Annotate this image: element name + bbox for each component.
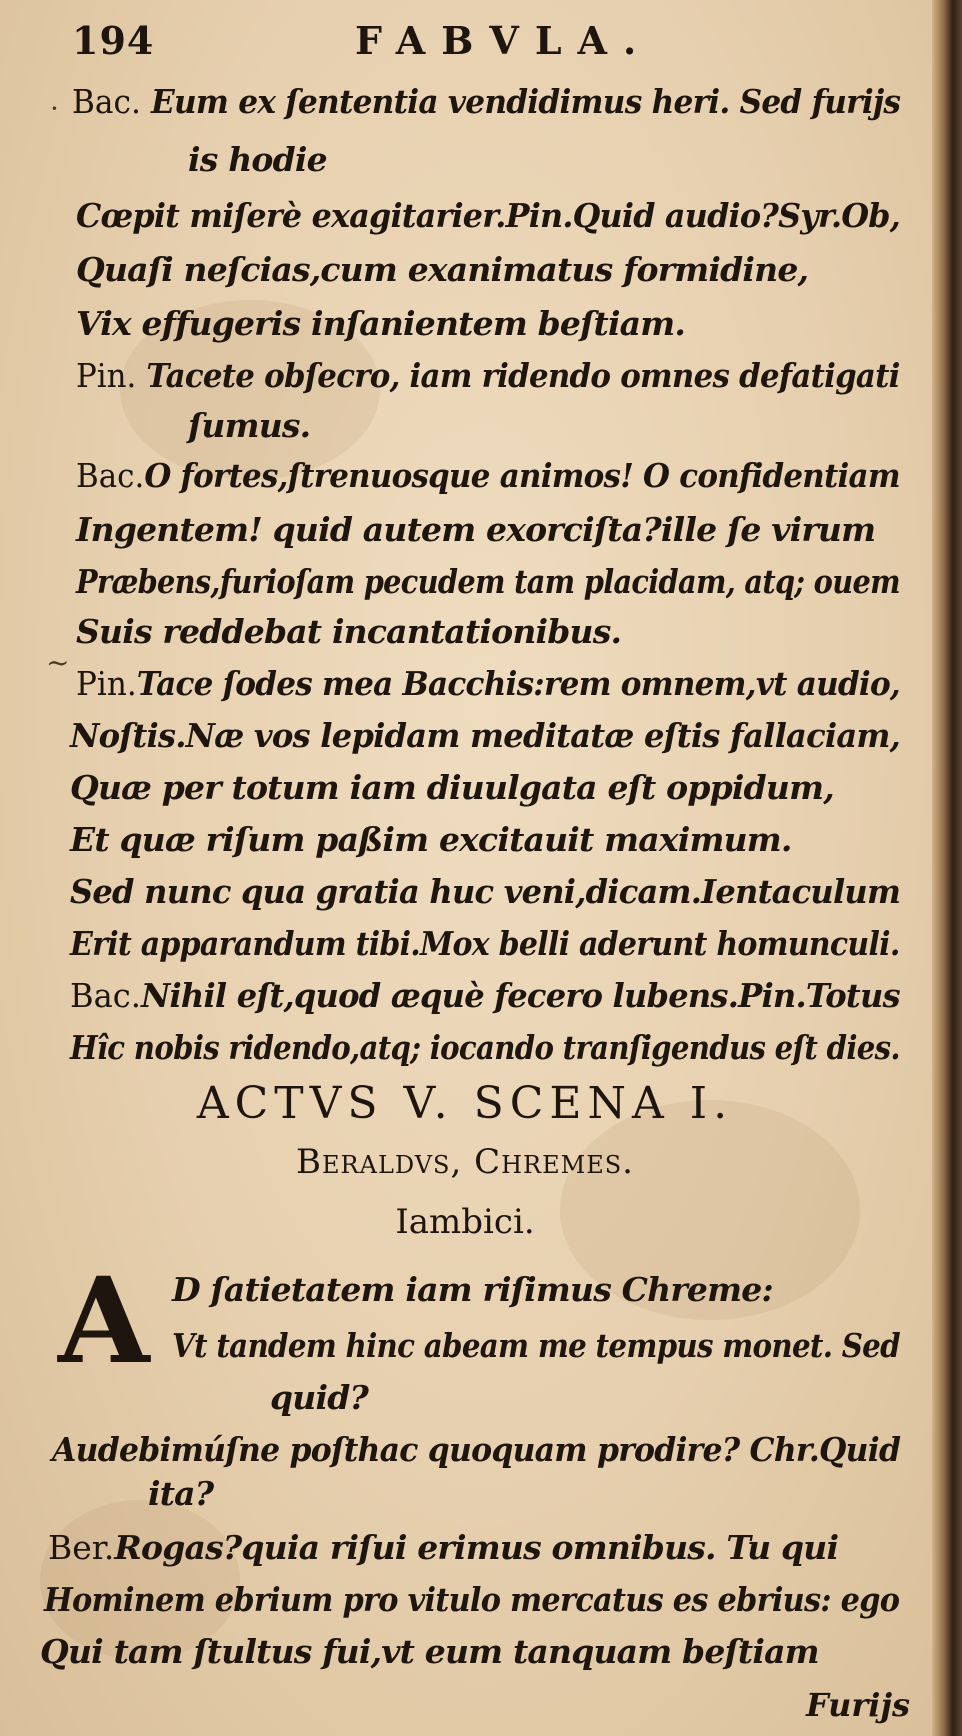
line-text: ita?: [148, 1474, 214, 1513]
verse-line: [70, 768, 834, 807]
line-text: Hominem ebrium pro vitulo mercatus es ebrius: ego: [44, 1580, 900, 1619]
margin-mark: ~: [46, 646, 70, 679]
verse-line: [40, 1632, 819, 1671]
speaker-label: Bac.: [72, 82, 141, 121]
margin-mark: ·: [50, 92, 59, 125]
line-text: Et quæ riſum paßim excitauit maximum.: [70, 820, 792, 859]
verse-line: [70, 820, 792, 859]
line-text: Cœpit miſerè exagitarier.Pin.Quid audio?Syr.Ob,: [76, 196, 901, 235]
line-text: Audebimúſne poſthac quoquam prodire? Chr.Quid: [52, 1430, 901, 1469]
page-header: [0, 14, 930, 64]
verse-line: [76, 356, 900, 395]
verse-line: [188, 140, 327, 179]
speaker-label: Bac.: [70, 976, 141, 1015]
verse-line: [70, 924, 900, 963]
verse-line: [70, 872, 900, 911]
line-text: Qui tam ſtultus fui,vt eum tanquam beſtiam: [40, 1632, 819, 1671]
verse-line: [270, 1378, 368, 1417]
verse-line: [70, 716, 900, 755]
line-text: Noſtis.Næ vos lepidam meditatæ eſtis fallaciam,: [70, 716, 901, 755]
line-text: Vt tandem hinc abeam me tempus monet. Sed: [172, 1326, 900, 1365]
verse-line: [72, 82, 900, 121]
line-text: Præbens,furioſam pecudem tam placidam, atq; ouem: [76, 562, 900, 601]
act-heading: ACTVS V. SCENA I.: [196, 1078, 734, 1129]
characters-heading: Beraldvs, Chremes.: [296, 1142, 634, 1182]
book-gutter: [932, 0, 962, 1736]
line-text: Eum ex ſententia vendidimus heri. Sed furijs: [140, 82, 901, 121]
line-text: is hodie: [188, 140, 327, 179]
verse-line: [188, 406, 310, 445]
verse-line: [44, 1580, 899, 1619]
line-text: Tacete obſecro, iam ridendo omnes defatigati: [136, 356, 900, 395]
line-text: quid?: [270, 1378, 369, 1417]
verse-line: [172, 1270, 773, 1309]
verse-line: [76, 456, 900, 495]
line-text: Hîc nobis ridendo,atq; iocando tranſigendus eſt dies.: [70, 1028, 900, 1067]
speaker-label: Pin.: [76, 664, 137, 703]
verse-line: [76, 510, 875, 549]
verse-line: [148, 1474, 213, 1513]
speaker-label: Pin.: [76, 356, 137, 395]
line-text: D ſatietatem iam riſimus Chreme:: [172, 1270, 773, 1309]
drop-cap: A: [58, 1251, 150, 1390]
line-text: Tace ſodes mea Bacchis:rem omnem,vt audio,: [136, 664, 900, 703]
verse-line: [76, 196, 900, 235]
line-text: ſumus.: [188, 406, 311, 445]
line-text: Sed nunc qua gratia huc veni,dicam.Ientaculum: [70, 872, 901, 911]
page-number: 194: [72, 18, 155, 63]
verse-line: [76, 562, 900, 601]
line-text: Rogas?quia riſui erimus omnibus. Tu qui: [114, 1528, 839, 1567]
line-text: Quæ per totum iam diuulgata eſt oppidum,: [70, 768, 834, 807]
line-text: Quaſi neſcias,cum exanimatus formidine,: [76, 250, 809, 289]
line-text: O fortes,ſtrenuosque animos! O confidentiam: [144, 456, 900, 495]
line-text: Erit apparandum tibi.Mox belli aderunt homunculi.: [70, 924, 900, 963]
line-text: Ingentem! quid autem exorciſta?ille ſe virum: [76, 510, 876, 549]
verse-line: [172, 1326, 900, 1365]
verse-line: [48, 1528, 838, 1567]
line-text: Vix effugeris inſanientem beſtiam.: [76, 304, 686, 343]
speaker-label: Ber.: [48, 1528, 115, 1567]
running-head: FABVLA.: [355, 18, 653, 63]
verse-line: [76, 664, 900, 703]
verse-line: [76, 304, 685, 343]
line-text: Suis reddebat incantationibus.: [76, 612, 622, 651]
verse-line: [52, 1430, 900, 1469]
meter-heading: Iambici.: [395, 1202, 535, 1242]
catchword: Furijs: [806, 1686, 911, 1724]
verse-line: [70, 1028, 900, 1067]
verse-line: [76, 250, 808, 289]
verse-line: [70, 976, 900, 1015]
verse-line: [76, 612, 621, 651]
speaker-label: Bac.: [76, 456, 145, 495]
line-text: Nihil eſt,quod æquè fecero lubens.Pin.Totus: [140, 976, 900, 1015]
